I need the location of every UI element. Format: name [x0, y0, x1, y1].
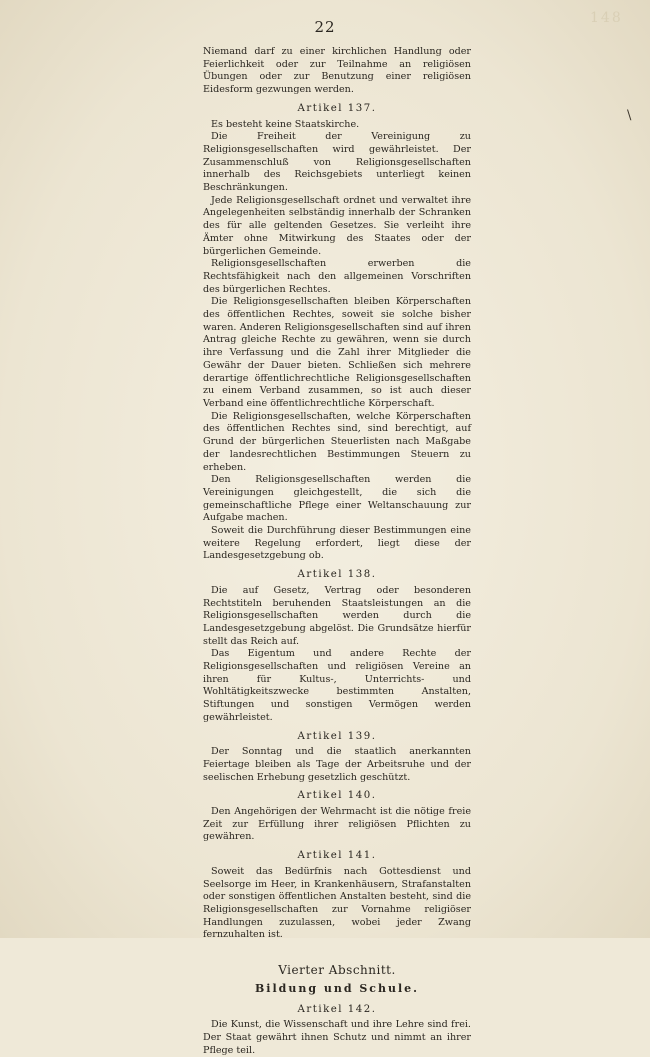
paragraph: Die Religionsgesellschaften bleiben Körperschaften des öffentlichen Rechtes, soweit sie solche bisher waren. Anderen Religionsgesellschaften sind auf ihren Antrag gleiche Rechte zu gewähren, wenn sie durch ihre Verfassung und die Zahl ihrer Mitglieder die Gewähr der Dauer bieten. Schließen sich mehrere derartige öffentlichrechtliche Religionsgesellschaften zu einem Verband zusammen, so ist auch dieser Verband eine öffentlichrechtliche Körperschaft.: [203, 296, 471, 409]
article-heading: Artikel 142.: [297, 1003, 377, 1015]
paragraph: Religionsgesellschaften erwerben die Rechtsfähigkeit nach den allgemeinen Vorschriften des bürgerlichen Rechtes.: [203, 258, 471, 295]
paragraph: Niemand darf zu einer kirchlichen Handlung oder Feierlichkeit oder zur Teilnahme an religiösen Übungen oder zur Benutzung einer religiösen Eidesform gezwungen werden.: [203, 46, 471, 96]
article-heading: Artikel 140.: [297, 790, 377, 802]
paragraph: Es besteht keine Staatskirche.: [211, 118, 360, 130]
paragraph: Soweit die Durchführung dieser Bestimmungen eine weitere Regelung erfordert, liegt diese der Landesgesetzgebung ob.: [203, 525, 471, 562]
paragraph: Den Religionsgesellschaften werden die Vereinigungen gleichgestellt, die sich die gemeinschaftliche Pflege einer Weltanschauung zur Aufgabe machen.: [203, 474, 471, 524]
paragraph: Das Eigentum und andere Rechte der Religionsgesellschaften und religiösen Vereine an ihren für Kultus-, Unterrichts- und Wohltätigkeitszwecke bestimmten Anstalten, Stiftungen und sonstigen Vermögen werden gewährleistet.: [203, 648, 471, 723]
margin-pencil-mark: \: [627, 108, 632, 123]
bleed-through-mark: 148: [590, 10, 623, 26]
paragraph: Die auf Gesetz, Vertrag oder besonderen Rechtstiteln beruhenden Staatsleistungen an die Religionsgesellschaften werden durch die Landesgesetzgebung abgelöst. Die Grundsätze hierfür stellt das Reich auf.: [203, 584, 471, 647]
paragraph: Die Freiheit der Vereinigung zu Religionsgesellschaften wird gewährleistet. Der Zusammenschluß von Religionsgesellschaften innerhalb des Reichsgebiets unterliegt keinen Beschränkungen.: [203, 131, 471, 194]
paragraph: Die Religionsgesellschaften, welche Körperschaften des öffentlichen Rechtes sind, sind berechtigt, auf Grund der bürgerlichen Steuerlisten nach Maßgabe der landesrechtlichen Bestimmungen Steuern zu erheben.: [203, 410, 471, 473]
paragraph: Jede Religionsgesellschaft ordnet und verwaltet ihre Angelegenheiten selbständig innerhalb der Schranken des für alle geltenden Gesetzes. Sie verleiht ihre Ämter ohne Mitwirkung des Staates oder der bürgerlichen Gemeinde.: [203, 194, 471, 257]
paragraph: Soweit das Bedürfnis nach Gottesdienst und Seelsorge im Heer, in Krankenhäusern, Strafanstalten oder sonstigen öffentlichen Anstalten besteht, sind die Religionsgesellschaften zur Vornahme religiöser Handlungen zuzulassen, wobei jeder Zwang fernzuhalten ist.: [203, 865, 471, 941]
section-subtitle: Bildung und Schule.: [254, 981, 420, 995]
section-heading: Vierter Abschnitt.: [278, 963, 396, 978]
article-heading: Artikel 141.: [297, 850, 377, 862]
paragraph: Die Kunst, die Wissenschaft und ihre Lehre sind frei. Der Staat gewährt ihnen Schutz und nimmt an ihrer Pflege teil.: [203, 1019, 471, 1056]
article-heading: Artikel 138.: [297, 569, 377, 581]
article-heading: Artikel 137.: [297, 102, 377, 114]
paragraph: Den Angehörigen der Wehrmacht ist die nötige freie Zeit zur Erfüllung ihrer religiösen Pflichten zu gewähren.: [203, 806, 471, 843]
article-heading: Artikel 139.: [297, 730, 377, 742]
text-column: [203, 46, 471, 1057]
page-number: 22: [314, 18, 336, 36]
paragraph: Der Sonntag und die staatlich anerkannten Feiertage bleiben als Tage der Arbeitsruhe und der seelischen Erhebung gesetzlich geschützt.: [203, 746, 471, 783]
